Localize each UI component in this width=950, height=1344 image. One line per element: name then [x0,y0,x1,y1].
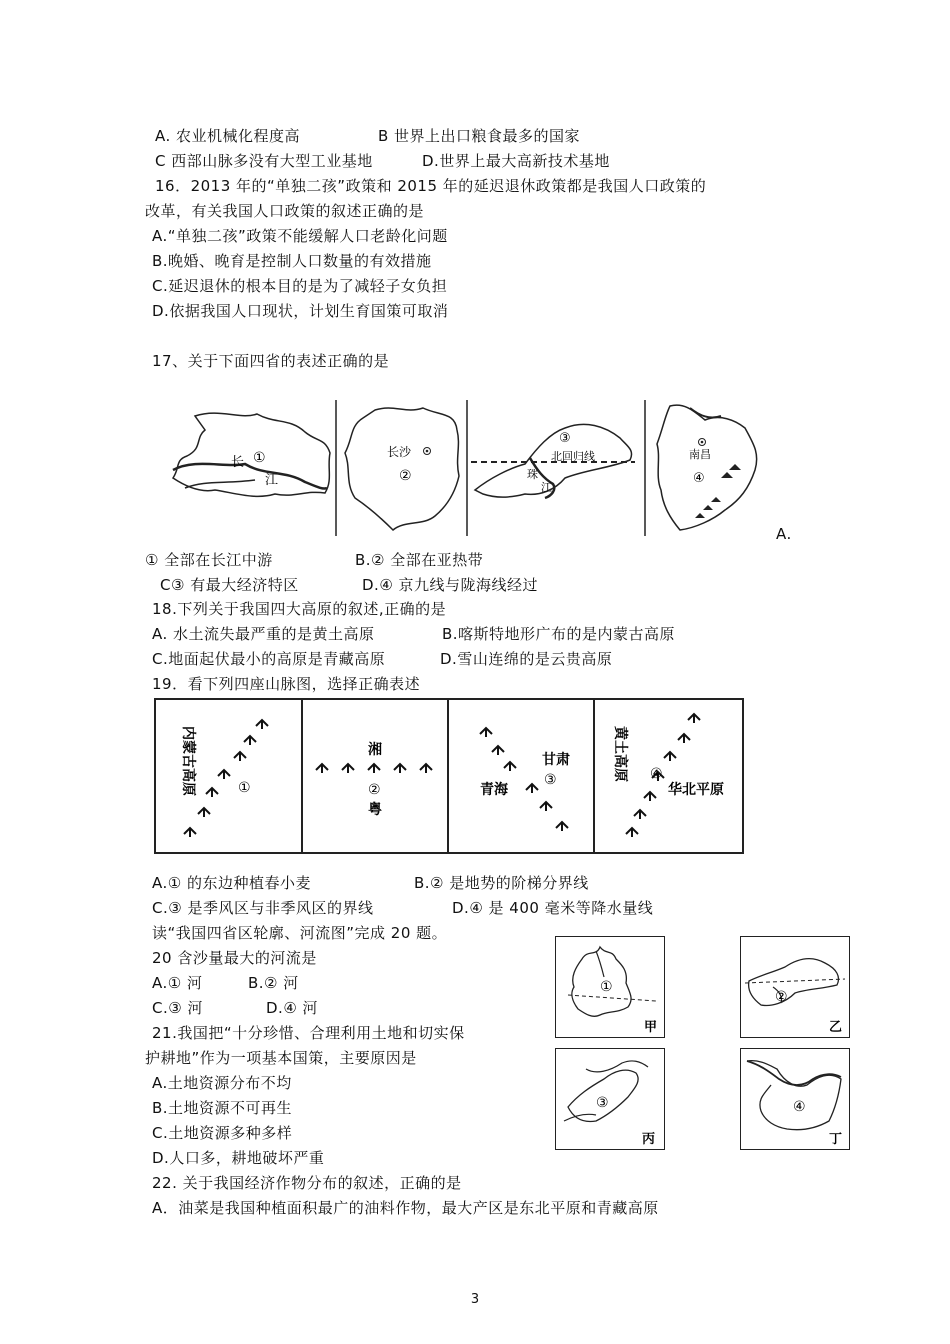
m4-city: 南昌 [689,448,711,461]
ding-number: ④ [793,1099,806,1115]
p2-number: ② [368,782,381,798]
q20-intro: 读“我国四省区轮廓、河流图”完成 20 题。 [152,924,448,942]
q20-option-c: C.③ 河 [152,999,203,1017]
q22-option-a: A．油菜是我国种植面积最广的油料作物，最大产区是东北平原和青藏高原 [152,1199,659,1217]
m3-number: ③ [559,431,571,446]
q17-option-a: ① 全部在长江中游 [145,551,273,569]
q21-option-c: C.土地资源多种多样 [152,1124,293,1142]
p2-mountain-range [316,764,432,773]
m3-tropic-line: 北回归线 [551,450,595,463]
q17-option-c: C③ 有最大经济特区 [160,576,299,594]
q19-mountain-figure [154,698,744,854]
q19-option-a: A.① 的东边种植春小麦 [152,874,311,892]
q17-option-d: D.④ 京九线与陇海线经过 [362,576,539,594]
q21-option-d: D.人口多，耕地破坏严重 [152,1149,325,1167]
m2-city: 长沙 [387,445,412,459]
jia-number: ① [600,979,613,995]
q20-option-a: A.① 河 [152,974,203,992]
q20-option-d: D.④ 河 [266,999,319,1017]
p4-right-label: 华北平原 [668,782,724,798]
ding-tag: 丁 [829,1132,843,1147]
q15-option-d: D.世界上最大高新技术基地 [422,152,610,170]
q19-option-b: B.② 是地势的阶梯分界线 [414,874,589,892]
q18-option-d: D.雪山连绵的是云贵高原 [440,650,613,668]
p3-right-label: 甘肃 [542,752,570,768]
m3-river-char-2: 江 [541,481,552,494]
q15-option-b: B 世界上出口粮食最多的国家 [378,127,581,145]
q20-map-bing [555,1048,665,1150]
jia-tag: 甲 [644,1020,658,1035]
m3-river-char-1: 珠 [527,468,538,481]
m4-number: ④ [693,471,705,486]
q16-stem-1: 16．2013 年的“单独二孩”政策和 2015 年的延迟退休政策都是我国人口政策的 [155,177,707,195]
q20-option-b: B.② 河 [248,974,299,992]
q20-map-jia [555,936,665,1038]
p4-plateau-label: 黄土高原 [612,726,628,782]
map-jiangxi [657,405,757,530]
q21-option-a: A.土地资源分布不均 [152,1074,292,1092]
q18-option-a: A. 水土流失最严重的是黄土高原 [152,625,375,643]
q21-stem-1: 21.我国把“十分珍惜、合理利用土地和切实保 [152,1024,465,1042]
q19-stem: 19．看下列四座山脉图，选择正确表述 [152,675,421,693]
q17-stem: 17、关于下面四省的表述正确的是 [152,352,390,370]
bing-tag: 丙 [642,1132,656,1147]
q20-map-ding [740,1048,850,1150]
p2-top-label: 湘 [368,742,382,758]
yi-tag: 乙 [829,1020,843,1035]
q16-option-d: D.依据我国人口现状，计划生育国策可取消 [152,302,449,320]
q16-option-a: A.“单独二孩”政策不能缓解人口老龄化问题 [152,227,448,245]
q16-option-b: B.晚婚、晚育是控制人口数量的有效措施 [152,252,432,270]
q19-option-d: D.④ 是 400 毫米等降水量线 [452,899,654,917]
m1-river-char-1: 长 [231,455,245,470]
q17-a-label: A. [776,525,792,543]
p1-plateau-label: 内蒙古高原 [180,726,196,796]
p1-number: ① [238,780,251,796]
q18-option-c: C.地面起伏最小的高原是青藏高原 [152,650,386,668]
map-hubei [173,413,330,496]
m1-river-char-2: 江 [265,473,279,488]
q19-option-c: C.③ 是季风区与非季风区的界线 [152,899,374,917]
q17-option-b: B.② 全部在亚热带 [355,551,484,569]
q15-option-c: C 西部山脉多没有大型工业基地 [155,152,373,170]
q22-stem: 22. 关于我国经济作物分布的叙述，正确的是 [152,1174,462,1192]
q18-option-b: B.喀斯特地形广布的是内蒙古高原 [442,625,676,643]
q21-stem-2: 护耕地”作为一项基本国策，主要原因是 [145,1049,417,1067]
q20-stem: 20 含沙量最大的河流是 [152,949,317,967]
q15-option-a: A. 农业机械化程度高 [155,127,301,145]
page-number: 3 [470,1292,480,1307]
yi-number: ② [775,989,788,1005]
q16-option-c: C.延迟退休的根本目的是为了减轻子女负担 [152,277,448,295]
m2-number: ② [399,468,412,484]
p4-mountain-range [626,714,700,837]
q17-province-maps [165,398,775,538]
p3-left-label: 青海 [480,782,508,798]
q20-map-yi [740,936,850,1038]
p2-bottom-label: 粤 [368,802,382,818]
p3-number: ③ [544,772,557,788]
q18-stem: 18.下列关于我国四大高原的叙述,正确的是 [152,600,447,618]
q16-stem-2: 改革，有关我国人口政策的叙述正确的是 [145,202,425,220]
p4-number: ④ [650,766,663,782]
q21-option-b: B.土地资源不可再生 [152,1099,293,1117]
bing-number: ③ [596,1095,609,1111]
m1-number: ① [253,450,266,466]
